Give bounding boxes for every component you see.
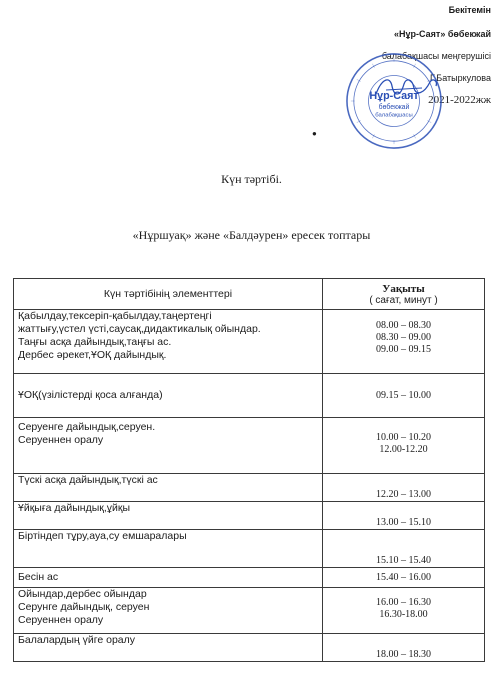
time-line: 09.15 – 10.00 (376, 389, 431, 401)
stamp-center-text: Нұр-Саят (369, 90, 419, 103)
table-row (14, 502, 485, 530)
activity-line: Серуеннен оралу (18, 434, 104, 446)
activity-cell (14, 474, 323, 502)
time-cell (323, 530, 485, 568)
activity-line: Біртіндеп тұру,ауа,су емшаралары (18, 530, 187, 542)
activity-cell (14, 634, 323, 662)
header-time-unit: ( сағат, минут ) (369, 294, 438, 306)
approve-label: Бекітемін (448, 5, 491, 15)
time-line: 16.00 – 16.30 (376, 597, 431, 608)
activity-cell (14, 502, 323, 530)
table-row (14, 568, 485, 588)
time-line: 08.30 – 09.00 (376, 332, 431, 343)
position-title: балабақшасы меңгерушісі (381, 51, 491, 61)
activity-cell (14, 588, 323, 634)
table-row (14, 634, 485, 662)
activity-line: Дербес әрекет,ҰОҚ дайындық. (18, 349, 167, 361)
activity-cell (14, 310, 323, 374)
header-time (323, 279, 485, 310)
time-line: 10.00 – 10.20 (376, 432, 431, 443)
activity-line: Балалардың үйге оралу (18, 634, 136, 646)
time-cell (323, 588, 485, 634)
time-cell (323, 418, 485, 474)
activity-cell (14, 530, 323, 568)
activity-line: Бесін ас (18, 571, 59, 583)
table-row (14, 374, 485, 418)
time-line: 13.00 – 15.10 (376, 517, 431, 528)
time-cell (323, 474, 485, 502)
activity-line: Серуеннен оралу (18, 614, 104, 626)
bullet-icon: ● (312, 129, 317, 138)
page-title: Күн тәртібі. (221, 172, 282, 186)
activity-cell (14, 374, 323, 418)
activity-cell (14, 418, 323, 474)
activity-line: Серунге дайындық, серуен (18, 601, 150, 613)
time-cell (323, 374, 485, 418)
table-row (14, 310, 485, 374)
table-header-row (14, 279, 485, 310)
signature-mark (372, 72, 442, 102)
time-line: 15.40 – 16.00 (376, 571, 431, 583)
activity-line: Ойындар,дербес ойындар (18, 588, 147, 600)
activity-line: жаттығу,үстел үсті,саусақ,дидактикалық ойындар. (18, 323, 261, 335)
time-line: 18.00 – 18.30 (376, 649, 431, 660)
director-name: Г.Батыркулова (430, 73, 491, 83)
activity-line: ҰОҚ(үзілістерді қоса алғанда) (18, 389, 163, 401)
time-line: 12.20 – 13.00 (376, 489, 431, 500)
time-cell (323, 634, 485, 662)
time-cell (323, 502, 485, 530)
activity-cell (14, 568, 323, 588)
activity-line: Қабылдау,тексеріп-қабылдау,таңертеңгі (18, 310, 212, 322)
time-line: 15.10 – 15.40 (376, 555, 431, 566)
time-cell (323, 568, 485, 588)
time-line: 16.30-18.00 (379, 609, 428, 620)
schedule-table (13, 278, 485, 662)
header-activity: Күн тәртібінің элементтері (14, 279, 323, 310)
time-cell (323, 310, 485, 374)
time-line: 09.00 – 09.15 (376, 344, 431, 355)
header-time-label: Уақыты (382, 282, 425, 295)
table-row (14, 418, 485, 474)
page-subtitle: «Нұршуақ» және «Балдәурен» ересек топтары (132, 228, 371, 242)
table-row (14, 530, 485, 568)
table-row (14, 588, 485, 634)
activity-line: Ұйқыға дайындық,ұйқы (18, 502, 131, 514)
time-line: 12.00-12.20 (379, 444, 428, 455)
stamp-line3-text: балабақшасы (375, 112, 413, 119)
activity-line: Түскі асқа дайындық,түскі ас (18, 474, 158, 486)
activity-line: Таңғы асқа дайындық,таңғы ас. (18, 336, 172, 348)
activity-line: Серуенге дайындық,серуен. (18, 421, 156, 433)
table-row (14, 474, 485, 502)
organization-name: «Нұр-Саят» бөбекжай (394, 29, 491, 39)
time-line: 08.00 – 08.30 (376, 320, 431, 331)
stamp-line2-text: бөбекжай (378, 103, 410, 111)
academic-year: 2021-2022жж (428, 94, 491, 106)
